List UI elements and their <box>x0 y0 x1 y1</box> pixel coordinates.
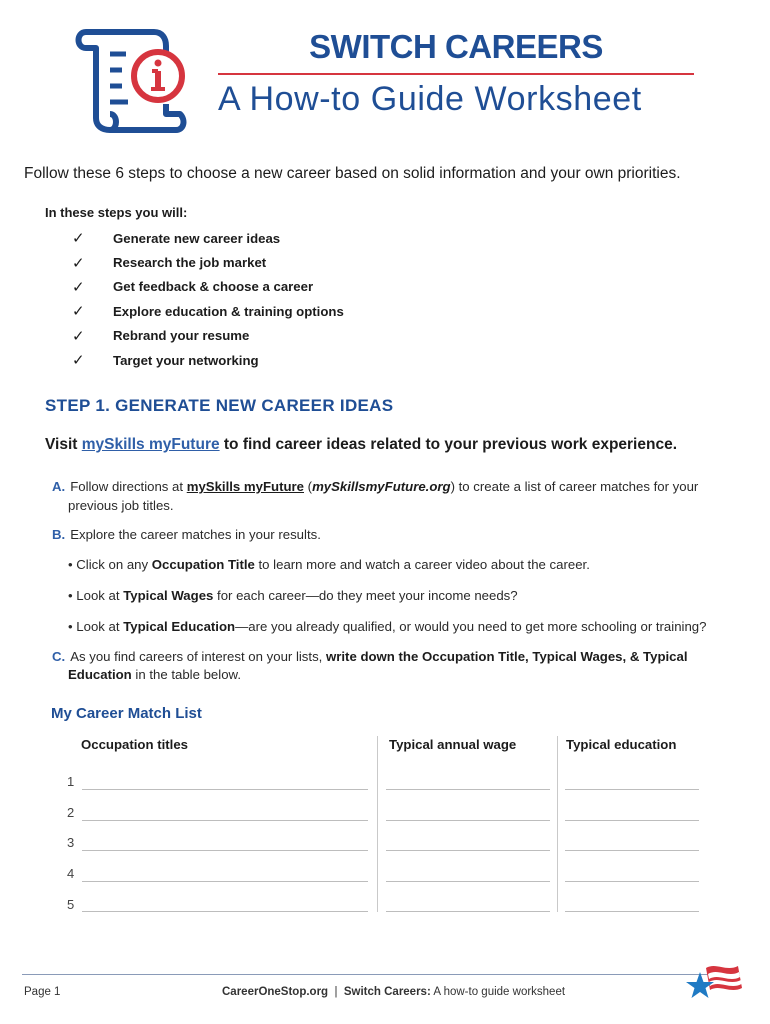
row-number: 4 <box>67 866 75 881</box>
bullet-item: • Look at Typical Education—are you already qualified, or would you need to get more schooling or training? <box>68 619 707 634</box>
occupation-field[interactable] <box>82 789 368 790</box>
education-field[interactable] <box>565 881 699 882</box>
page-number: Page 1 <box>24 986 61 998</box>
career-match-list-title: My Career Match List <box>51 705 202 722</box>
steps-label: In these steps you will: <box>45 205 188 220</box>
row-number: 2 <box>67 805 75 820</box>
wage-field[interactable] <box>386 881 550 882</box>
wage-field[interactable] <box>386 789 550 790</box>
wage-field[interactable] <box>386 850 550 851</box>
column-header-education: Typical education <box>566 737 677 752</box>
column-header-occupation: Occupation titles <box>81 737 188 752</box>
wage-field[interactable] <box>386 820 550 821</box>
url-text: mySkillsmyFuture.org <box>312 479 451 494</box>
checkmark-icon: ✓ <box>72 278 85 296</box>
checklist-item: ✓ Rebrand your resume <box>72 327 250 345</box>
row-number: 3 <box>67 835 75 850</box>
checklist-item: ✓ Research the job market <box>72 254 267 272</box>
wage-field[interactable] <box>386 911 550 912</box>
row-number: 5 <box>67 897 75 912</box>
education-field[interactable] <box>565 820 699 821</box>
page-subtitle: A How-to Guide Worksheet <box>218 80 642 118</box>
occupation-field[interactable] <box>82 850 368 851</box>
myskills-link[interactable]: mySkills myFuture <box>81 436 220 453</box>
column-divider <box>557 736 558 912</box>
column-divider <box>377 736 378 912</box>
education-field[interactable] <box>565 850 699 851</box>
scroll-info-icon <box>72 18 196 138</box>
step1-heading: STEP 1. GENERATE NEW CAREER IDEAS <box>45 396 394 415</box>
column-header-wage: Typical annual wage <box>389 737 517 752</box>
instruction-c-line2: Education in the table below. <box>68 667 241 682</box>
checklist-item: ✓ Get feedback & choose a career <box>72 278 314 296</box>
page-title: SWITCH CAREERS <box>309 28 603 65</box>
row-number: 1 <box>67 774 75 789</box>
intro-text: Follow these 6 steps to choose a new career based on solid information and your own priorities. <box>24 165 681 182</box>
bullet-item: • Click on any Occupation Title to learn more and watch a career video about the career. <box>68 557 590 572</box>
careeronestop-flag-star-icon <box>682 958 748 1006</box>
checklist-item: ✓ Explore education & training options <box>72 303 344 321</box>
education-field[interactable] <box>565 789 699 790</box>
instruction-a-line2: previous job titles. <box>68 498 174 513</box>
checklist-item: ✓ Target your networking <box>72 352 259 370</box>
footer-text: CareerOneStop.org | Switch Careers: A how-to guide worksheet <box>222 986 566 998</box>
title-divider <box>218 73 694 75</box>
checklist-item: ✓ Generate new career ideas <box>72 230 281 248</box>
instruction-c: C. As you find careers of interest on your lists, write down the Occupation Title, Typical Wages, & Typical <box>52 649 688 664</box>
checkmark-icon: ✓ <box>72 254 85 272</box>
step1-visit-line: Visit mySkills myFuture to find career ideas related to your previous work experience. <box>45 436 678 453</box>
footer-divider <box>22 974 722 975</box>
education-field[interactable] <box>565 911 699 912</box>
checkmark-icon: ✓ <box>72 327 85 345</box>
instruction-a: A. Follow directions at mySkills myFuture (mySkillsmyFuture.org) to create a list of career matches for your <box>52 479 699 494</box>
myskills-link[interactable]: mySkills myFuture <box>186 479 304 494</box>
checkmark-icon: ✓ <box>72 303 85 321</box>
bullet-item: • Look at Typical Wages for each career—do they meet your income needs? <box>68 588 518 603</box>
steps-checklist <box>72 226 344 372</box>
checkmark-icon: ✓ <box>72 230 85 248</box>
instruction-b: B. Explore the career matches in your results. <box>52 527 321 542</box>
checkmark-icon: ✓ <box>72 352 85 370</box>
occupation-field[interactable] <box>82 820 368 821</box>
occupation-field[interactable] <box>82 911 368 912</box>
occupation-field[interactable] <box>82 881 368 882</box>
